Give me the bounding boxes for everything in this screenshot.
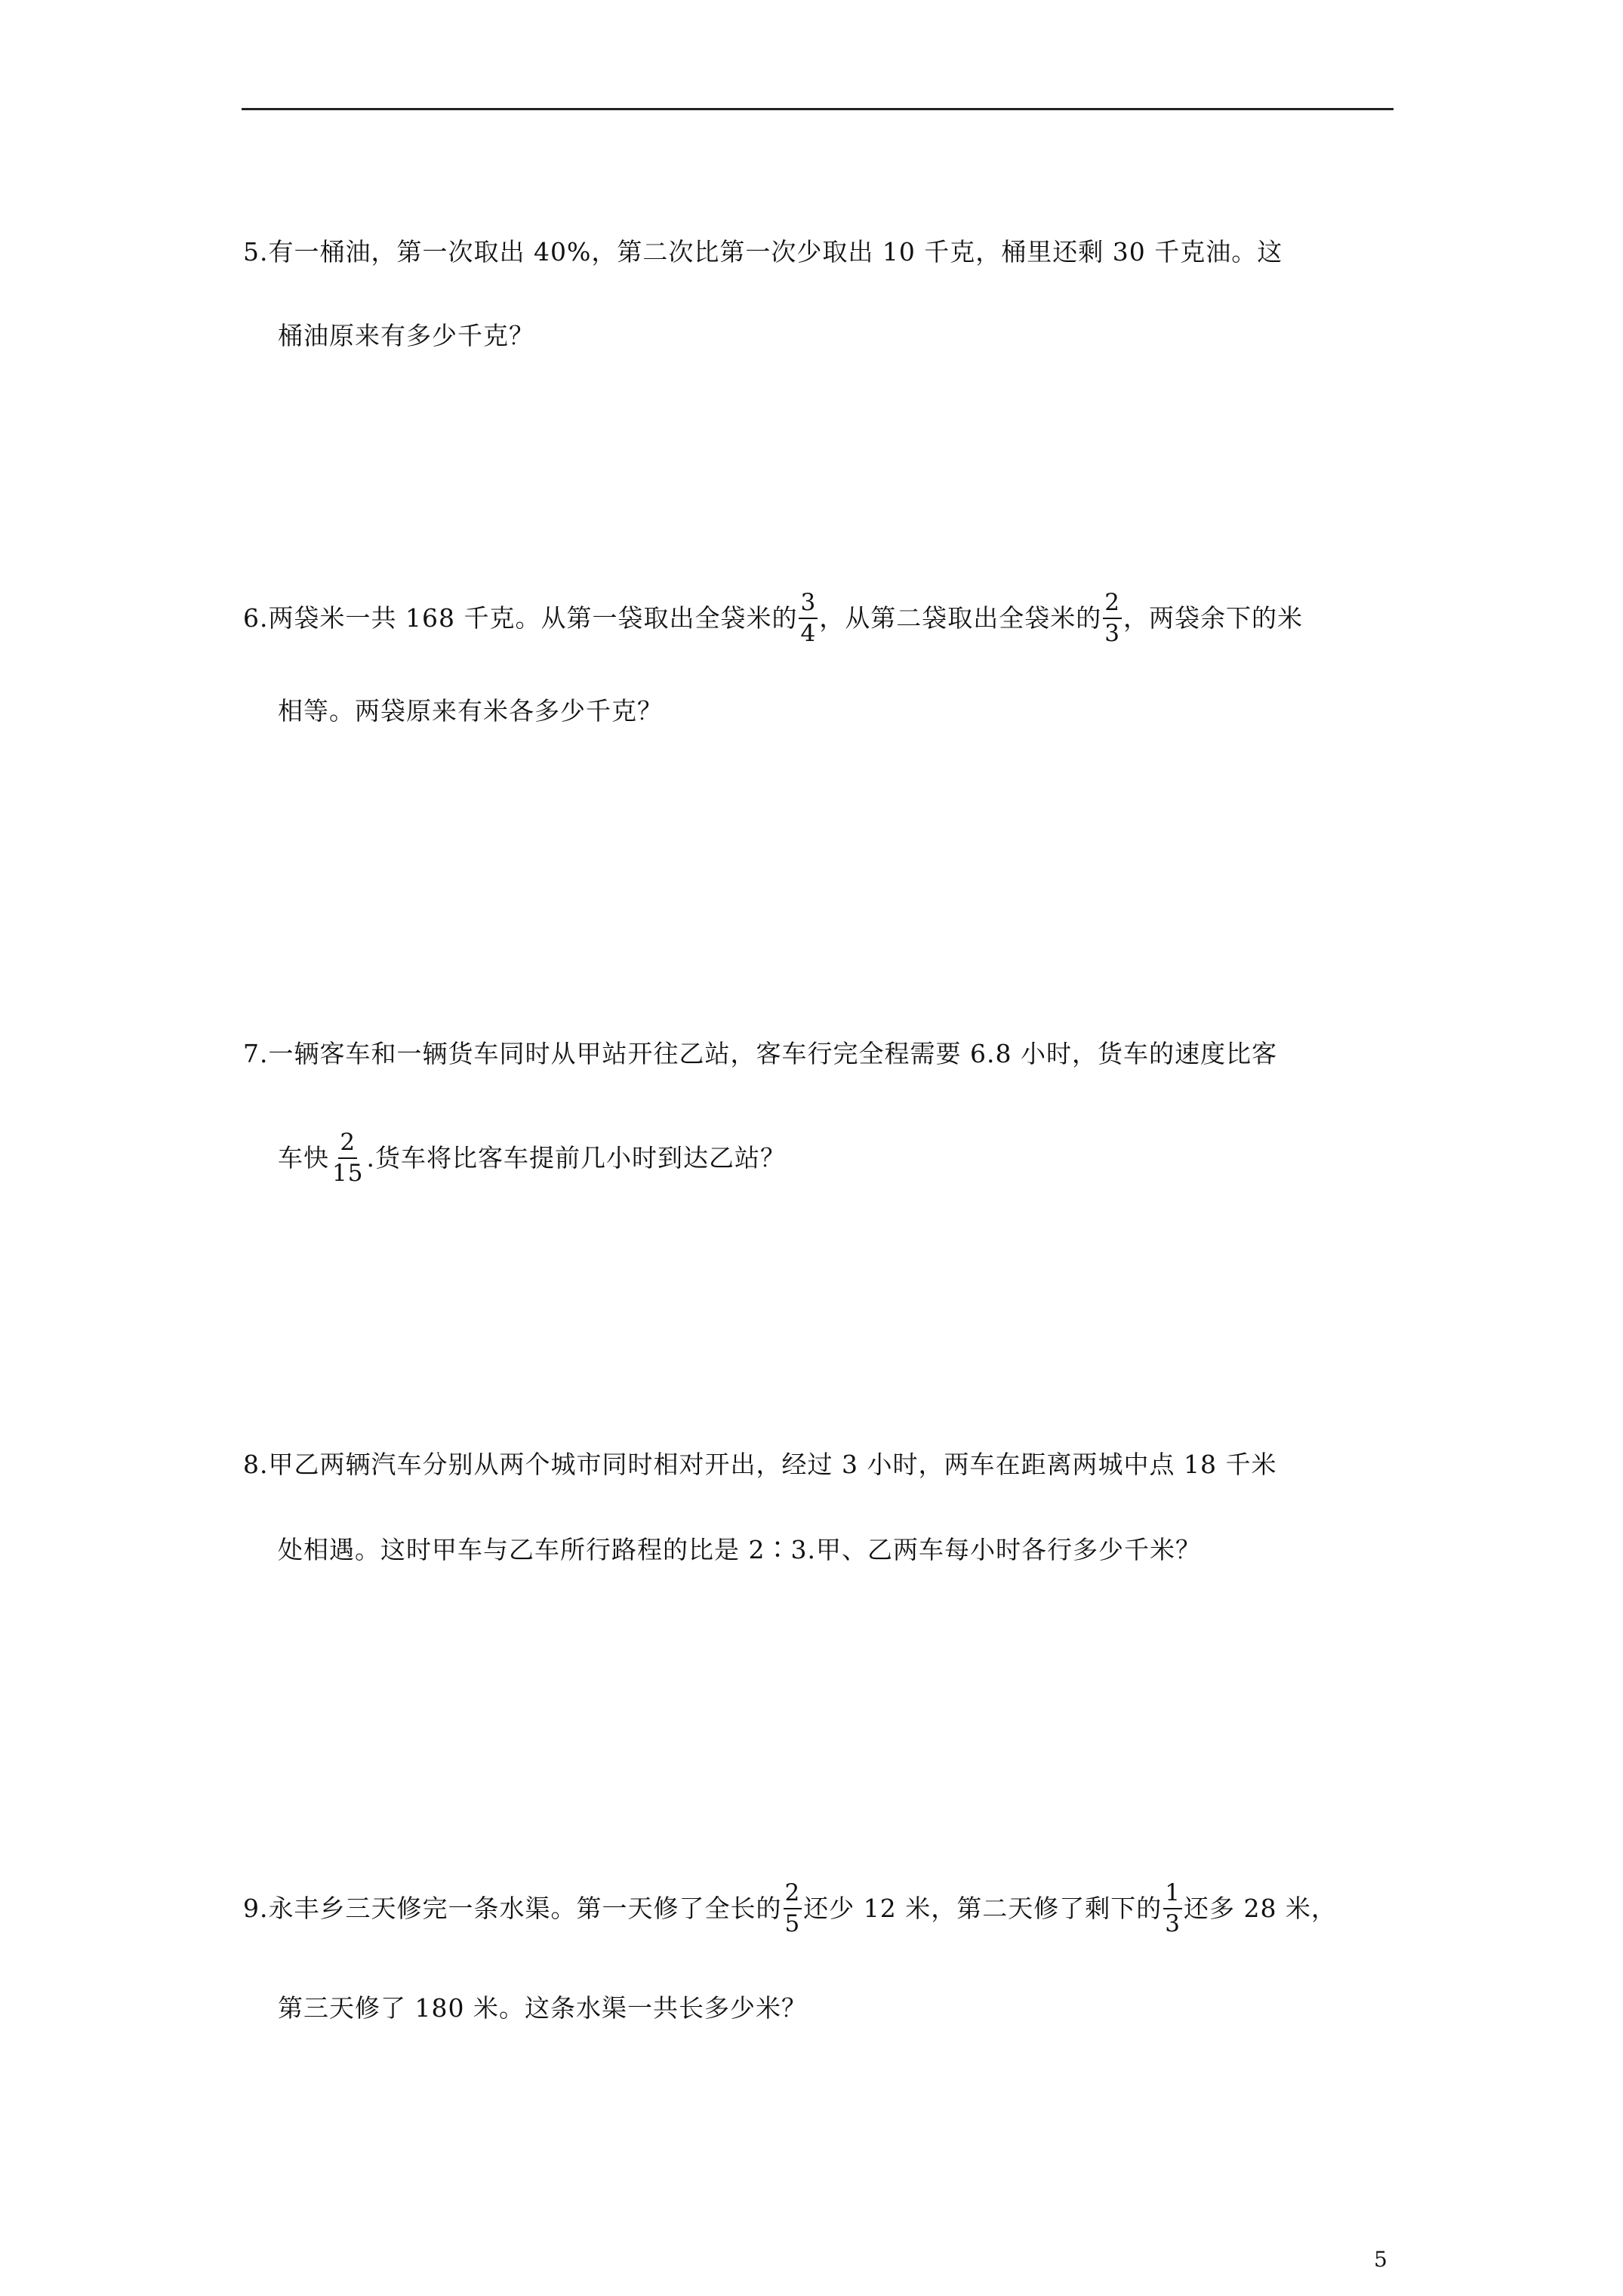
problem-text: 有一桶油，第一次取出 40%，第二次比第一次少取出 10 千克，桶里还剩 30 千克油。这 [268,237,1283,267]
page-number: 5 [1374,2247,1387,2272]
problem-6-line-2 [278,696,663,726]
fraction-numerator: 2 [338,1131,357,1159]
problem-number: 5. [243,237,269,267]
fraction [784,1881,802,1936]
problem-text: 还少 12 米，第二天修了剩下的 [803,1894,1163,1923]
fraction [1163,1881,1182,1936]
fraction-numerator: 3 [799,591,818,619]
problem-text: 永丰乡三天修完一条水渠。第一天修了全长的 [268,1894,782,1923]
problem-text: 第三天修了 180 米。这条水渠一共长多少米？ [278,1993,807,2023]
problem-text: 两袋米一共 168 千克。从第一袋取出全袋米的 [268,603,798,633]
problem-number: 6. [243,603,269,633]
problem-number: 9. [243,1894,269,1923]
problem-text: 一辆客车和一辆货车同时从甲站开往乙站，客车行完全程需要 6.8 小时，货车的速度比客 [268,1039,1277,1068]
problem-7-line-2 [278,1129,786,1187]
problem-5-line-1 [243,237,1283,267]
fraction [1103,591,1122,646]
problem-text: 处相遇。这时甲车与乙车所行路程的比是 2∶3.甲、乙两车每小时各行多少千米？ [278,1535,1201,1564]
problem-number: 7. [243,1039,269,1068]
fraction-numerator: 2 [784,1881,802,1909]
fraction-numerator: 1 [1163,1881,1182,1909]
problem-text: 车快 [278,1143,329,1173]
fraction-denominator: 3 [1165,1910,1181,1937]
problem-8-line-1 [243,1450,1277,1480]
problem-text: ，两袋余下的米 [1123,603,1303,633]
problem-text: .货车将比客车提前几小时到达乙站？ [366,1143,786,1173]
fraction-denominator: 4 [800,620,817,647]
problem-text: 相等。两袋原来有米各多少千克？ [278,696,663,726]
fraction [331,1131,365,1185]
fraction-denominator: 15 [332,1160,364,1187]
problem-8-line-2 [278,1535,1201,1565]
problem-number: 8. [243,1450,269,1479]
fraction-numerator: 2 [1103,591,1122,619]
problem-text: ，从第二袋取出全袋米的 [819,603,1102,633]
header-rule [242,108,1394,110]
problem-text: 甲乙两辆汽车分别从两个城市同时相对开出，经过 3 小时，两车在距离两城中点 18 千米 [268,1450,1277,1479]
fraction-denominator: 3 [1104,620,1120,647]
problem-7-line-1 [243,1039,1277,1069]
fraction [799,591,818,646]
problem-9-line-2 [278,1993,807,2023]
problem-text: 还多 28 米， [1183,1894,1337,1923]
fraction-denominator: 5 [784,1910,801,1937]
problem-9-line-1 [243,1879,1337,1937]
problem-6-line-1 [243,589,1303,647]
problem-text: 桶油原来有多少千克？ [278,321,534,350]
problem-5-line-2 [278,321,534,351]
